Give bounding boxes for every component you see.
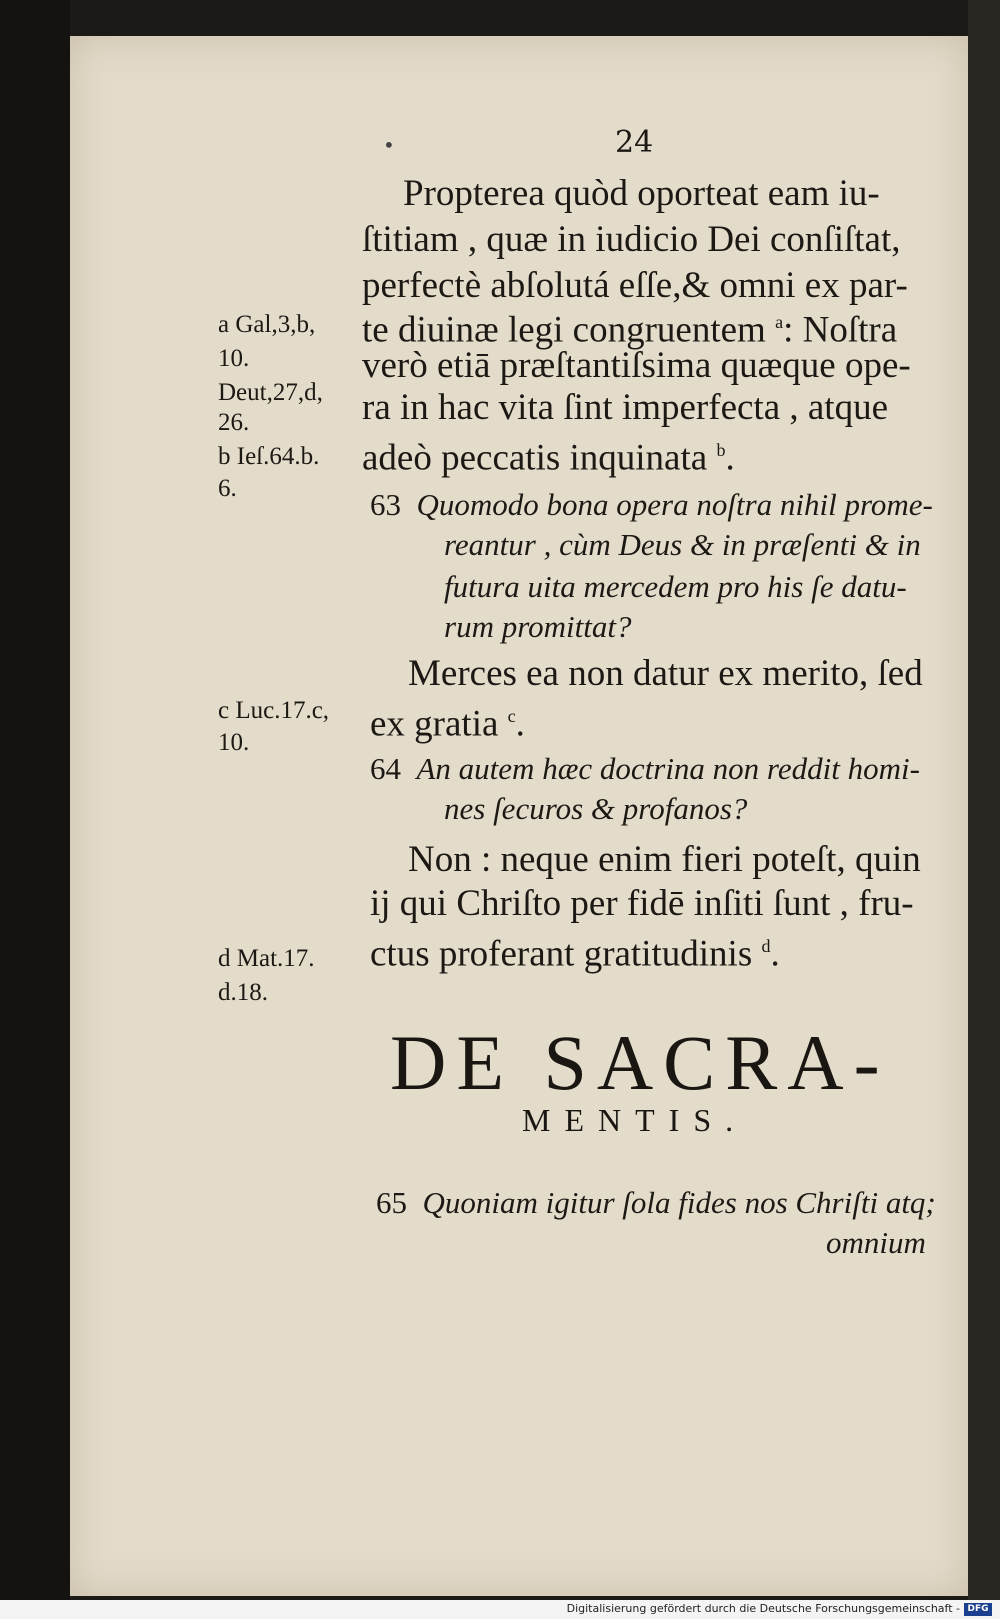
answer-64-line-3 xyxy=(370,924,780,976)
question-64-line-1 xyxy=(370,748,920,790)
body-line-7-text: adeò peccatis inquinata xyxy=(362,437,717,479)
footnote-b-mark: b xyxy=(716,440,726,460)
answer-64-line-2: ij qui Chriſto per fidē inſiti ſunt , fru- xyxy=(370,883,914,924)
question-64-text-1: An autem hæc doctrina non reddit homi- xyxy=(416,751,920,786)
answer-64-line-1: Non : neque enim fieri poteſt, quin xyxy=(408,839,921,880)
question-65-text-1: Quoniam igitur ſola fides nos Chriſti atq; xyxy=(422,1185,936,1220)
question-63-line-2: reantur , cùm Deus & in præſenti & in xyxy=(444,527,921,562)
footnote-a-mark: a xyxy=(775,312,784,332)
margin-dot: • xyxy=(383,133,395,157)
margin-note-b: b Ieſ.64.b. xyxy=(218,443,320,470)
dfg-logo: DFG xyxy=(964,1603,992,1616)
question-64-line-2: nes ſecuros & profanos? xyxy=(444,791,748,826)
body-line-6: ra in hac vita ſint imperfecta , atque xyxy=(362,387,888,428)
answer-63-tail: . xyxy=(515,703,525,745)
answer-63-line-2 xyxy=(370,694,525,746)
body-line-3: perfectè abſolutá eſſe,& omni ex par- xyxy=(362,265,908,306)
question-63-line-4: rum promittat? xyxy=(444,609,632,644)
section-heading-line-2: MENTIS. xyxy=(522,1102,748,1138)
section-heading: DE SACRA- xyxy=(390,1019,890,1106)
answer-63-line-1: Merces ea non datur ex merito, ſed xyxy=(408,653,923,694)
answer-64-text-3: ctus proferant gratitudinis xyxy=(370,933,762,975)
body-line-5: verò etiā præſtantiſsima quæque ope- xyxy=(362,345,911,386)
margin-note-a-2: 10. xyxy=(218,345,250,372)
margin-note-d: d Mat.17. xyxy=(218,945,315,972)
question-63-text-1: Quomodo bona opera noſtra nihil prome- xyxy=(416,487,933,522)
margin-note-b-2: 6. xyxy=(218,475,237,502)
question-65-number: 65 xyxy=(376,1185,407,1220)
body-line-7 xyxy=(362,428,735,480)
footnote-c-mark: c xyxy=(507,706,516,726)
margin-note-a-3: Deut,27,d, xyxy=(218,379,323,406)
background-right-edge xyxy=(968,0,1000,1619)
footnote-d-mark: d xyxy=(761,936,771,956)
question-63-number: 63 xyxy=(370,487,401,522)
page-number: 24 xyxy=(615,125,654,160)
footer-credit: Digitalisierung gefördert durch die Deutsche Forschungsgemeinschaft - xyxy=(566,1602,960,1615)
question-65-line-1 xyxy=(376,1182,936,1224)
body-line-4-tail: : Noſtra xyxy=(783,309,898,351)
background-left-edge xyxy=(0,0,70,1619)
body-line-2: ſtitiam , quæ in iudicio Dei conſiſtat, xyxy=(362,219,901,260)
margin-note-d-2: d.18. xyxy=(218,979,268,1006)
margin-note-c-2: 10. xyxy=(218,729,250,756)
margin-note-a: a Gal,3,b, xyxy=(218,311,316,338)
margin-note-a-4: 26. xyxy=(218,409,250,436)
margin-note-c: c Luc.17.c, xyxy=(218,697,330,724)
question-65-catchword: omnium xyxy=(826,1225,926,1260)
question-63-line-1 xyxy=(370,484,933,526)
question-64-number: 64 xyxy=(370,751,401,786)
question-63-line-3: futura uita mercedem pro his ſe datu- xyxy=(444,569,907,604)
body-line-7-tail: . xyxy=(725,437,735,479)
answer-63-text: ex gratia xyxy=(370,703,508,745)
answer-64-tail: . xyxy=(770,933,780,975)
body-line-1: Propterea quòd oporteat eam iu- xyxy=(403,173,880,214)
body-line-4-text: te diuinæ legi congruentem xyxy=(362,309,776,351)
